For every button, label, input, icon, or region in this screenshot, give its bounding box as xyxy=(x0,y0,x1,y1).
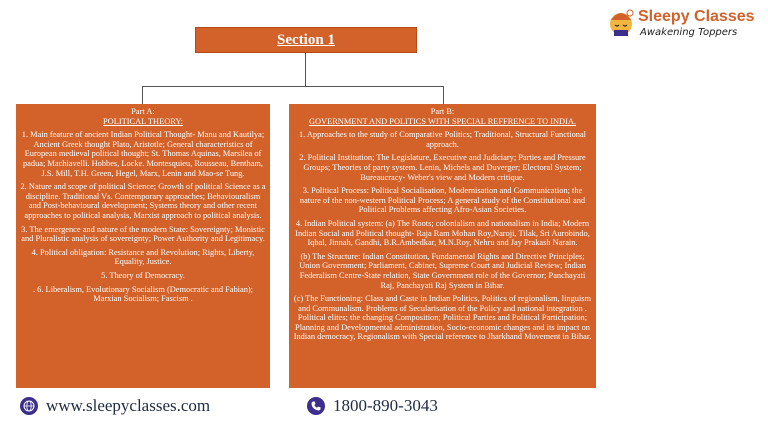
part-b-item: 1. Approaches to the study of Comparative Politics; Traditional, Structural Functional approach. xyxy=(298,130,587,149)
brand-name: Sleepy Classes xyxy=(638,8,755,25)
part-b-item: 3. Political Process: Political Socialisation, Modernisation and Communication; the nature of the non-western Political Process; A general study of the Constitutional and Political Problems affecting Afro-Asian Societies. xyxy=(299,186,586,215)
website-contact[interactable] xyxy=(20,395,210,417)
phone-number[interactable]: 1800-890-3043 xyxy=(333,396,438,415)
section-title: Section 1 xyxy=(195,27,417,53)
phone-icon xyxy=(307,397,325,415)
part-b-item: 2. Political Institution; The Legislature, Executive and Judiciary; Parties and Pressure Groups; Theories of party system. Lenin, Michels and Duverger; Electoral System; Bureaucracy- Weber's view and Modern critique. xyxy=(299,153,586,182)
sleepy-mascot-icon xyxy=(606,8,636,38)
part-b-panel xyxy=(289,104,596,388)
website-link[interactable]: www.sleepyclasses.com xyxy=(46,396,211,415)
part-a-item: 5. Theory of Democracy. xyxy=(101,270,185,280)
part-b-item: (b) The Structure: Indian Constitution, Fundamental Rights and Directive Principles; Union Government; Parliament, Cabinet, Supreme Court and Judicial Review; Indian Federalism Centre-State relation, State Government role of the Governor; Panchayati Raj, Panchayati Raj System in Bihar. xyxy=(299,251,586,290)
part-a-item: 2. Nature and scope of political Science; Growth of political Science as a discipline. Traditional Vs. Contemporary approaches; Behaviouralism and Post-behavioural development; Systems theory and other recent approaches to political analysis, Marxist approach to political analysis. xyxy=(20,182,266,220)
globe-icon xyxy=(20,397,38,415)
part-a-item: . 6. Liberalism, Evolutionary Socialism (Democratic and Fabian); Marxian Socialism; Fascism . xyxy=(32,284,254,304)
part-a-panel xyxy=(16,104,270,388)
connector-left-drop xyxy=(142,86,143,104)
phone-contact[interactable] xyxy=(307,395,438,417)
part-a-item: 3. The emergence and nature of the modern State: Sovereignty; Monistic and Pluralistic analysis of sovereignty; Power Authority and Legitimacy. xyxy=(21,224,265,244)
brand-logo xyxy=(606,6,766,44)
part-a-item: 1. Main feature of ancient Indian Political Thought- Manu and Kautilya; Ancient Greek thought Plato, Aristotle; General characteristics of European medieval political thought; St. Thomas Aquinas, Marsilea of padua; Machiavelli. Hobbes, Locke. Montesquieu, Rousseau, Bentham, J.S. Mill, T.H. Green, Hegel, Marx, Lenin and Mao-se Tung. xyxy=(21,130,265,178)
part-a-title: POLITICAL THEORY: xyxy=(103,116,183,126)
connector-right-drop xyxy=(443,86,444,104)
brand-tagline: Awakening Toppers xyxy=(640,27,738,38)
connector-horizontal xyxy=(142,86,444,87)
part-b-title: GOVERNMENT AND POLITICS WITH SPECIAL REFFRENCE TO INDIA. xyxy=(308,116,577,126)
part-a-heading: Part A: xyxy=(131,107,155,116)
connector-vertical-main xyxy=(305,53,306,86)
part-b-heading: Part B: xyxy=(430,107,455,116)
part-b-item: 4. Indian Political system: (a) The Roots; colonialism and nationalism in India; Modern Indian Social and Political thought- Raja Ram Mohan Roy,Naroji, Tilak, Sri Aurobindo, Iqbal, Jinnah, Gandhi, B.R.Ambedkar, M.N.Roy, Nehru and Jay Prakash Narain. xyxy=(295,218,590,248)
part-a-item: 4. Political obligation: Resistance and Revolution; Rights, Liberty, Equality, Justice. xyxy=(31,247,255,267)
part-b-item: (c) The Functioning: Class and Caste in Indian Politics, Politics of regionalism, linguism and Communalism. Problems of Secularisation of the Policy and national integration . Political elites; the changing Composition; Political Parties and Political Participation; Planning and Developmental administration, Socio-economic changes and its impact on Indian democracy, Regionalism with Special reference to Jharkhand Movement in Bihar. xyxy=(293,294,592,342)
